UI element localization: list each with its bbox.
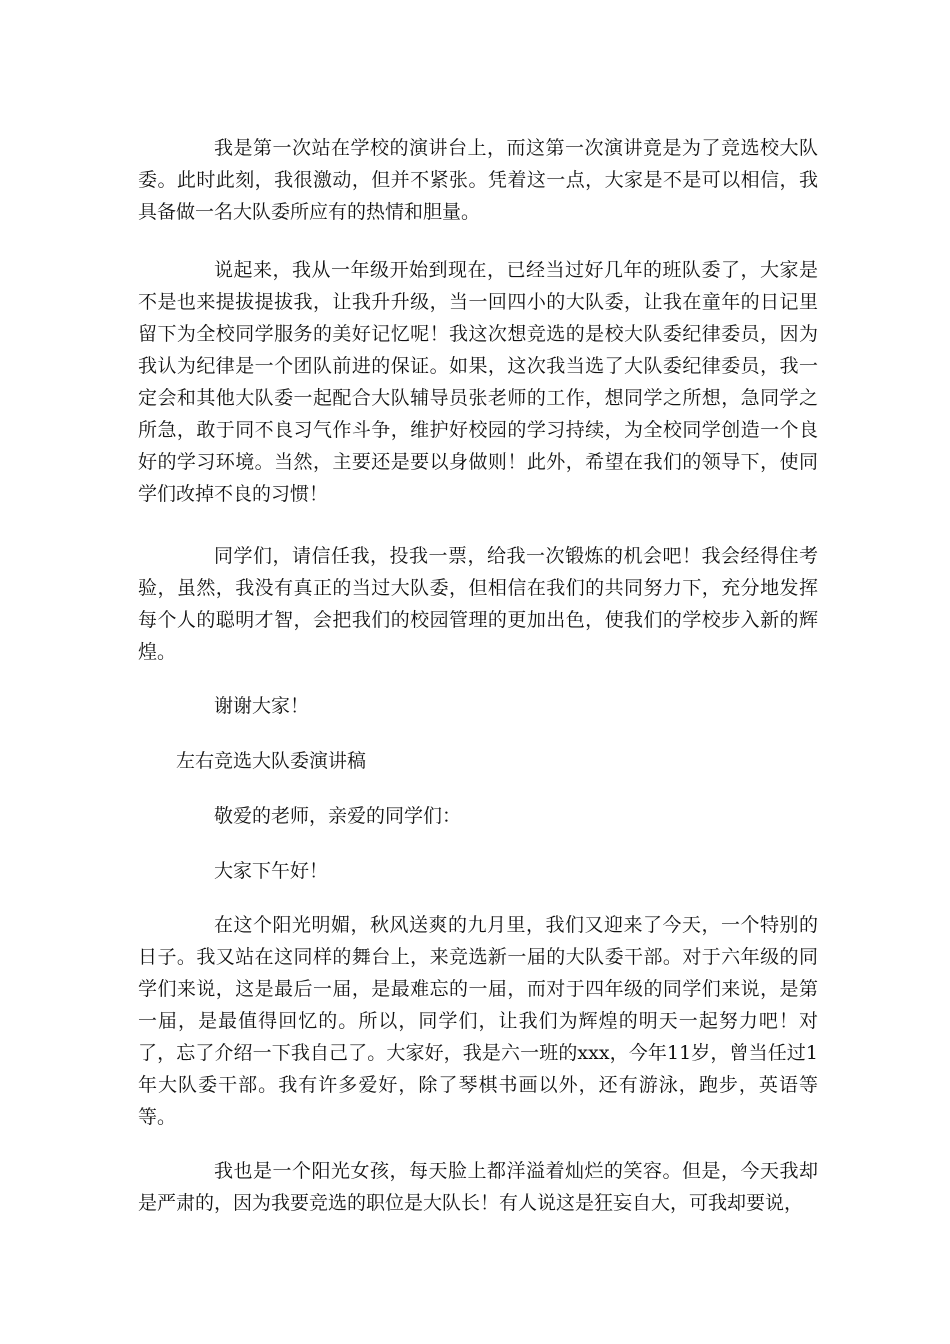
paragraph-1 — [138, 132, 818, 228]
paragraph-4 — [138, 909, 818, 1133]
paragraph-2 — [138, 254, 818, 510]
section-title: 左右竞选大队委演讲稿 — [176, 750, 367, 772]
paragraph-text: 我也是一个阳光女孩，每天脸上都洋溢着灿烂的笑容。但是，今天我却是严肃的，因为我要竞选的职位是大队长！有人说这是狂妄自大，可我却要说， — [138, 1160, 818, 1214]
paragraph-5 — [138, 1155, 818, 1219]
paragraph-text: 我是第一次站在学校的演讲台上，而这第一次演讲竟是为了竞选校大队委。此时此刻，我很激动，但并不紧张。凭着这一点，大家是不是可以相信，我具备做一名大队委所应有的热情和胆量。 — [138, 137, 818, 223]
paragraph-text: 说起来，我从一年级开始到现在，已经当过好几年的班队委了，大家是不是也来提拔提拔我，让我升升级，当一回四小的大队委，让我在童年的日记里留下为全校同学服务的美好记忆呢！我这次想竞选的是校大队委纪律委员，因为我认为纪律是一个团队前进的保证。如果，这次我当选了大队委纪律委员，我一定会和其他大队委一起配合大队辅导员张老师的工作，想同学之所想，急同学之所急，敢于同不良习气作斗争，维护好校园的学习持续，为全校同学创造一个良好的学习环境。当然，主要还是要以身做则！此外，希望在我们的领导下，使同学们改掉不良的习惯！ — [138, 259, 818, 505]
greeting-line-2: 大家下午好！ — [214, 860, 329, 882]
paragraph-text: 同学们，请信任我，投我一票，给我一次锻炼的机会吧！我会经得住考验，虽然，我没有真正的当过大队委，但相信在我们的共同努力下，充分地发挥每个人的聪明才智，会把我们的校园管理的更加出色，使我们的学校步入新的辉煌。 — [138, 545, 818, 663]
paragraph-text: 在这个阳光明媚，秋风送爽的九月里，我们又迎来了今天，一个特别的日子。我又站在这同样的舞台上，来竞选新一届的大队委干部。对于六年级的同学们来说，这是最后一届，是最难忘的一届，而对于四年级的同学们来说，是第一届，是最值得回忆的。所以，同学们，让我们为辉煌的明天一起努力吧！对了，忘了介绍一下我自己了。大家好，我是六一班的xxx，今年11岁，曾当任过1年大队委干部。我有许多爱好，除了琴棋书画以外，还有游泳，跑步，英语等等。 — [138, 914, 818, 1128]
greeting-line: 敬爱的老师，亲爱的同学们： — [214, 805, 462, 827]
thanks-line: 谢谢大家！ — [214, 695, 310, 717]
paragraph-3 — [138, 540, 818, 668]
